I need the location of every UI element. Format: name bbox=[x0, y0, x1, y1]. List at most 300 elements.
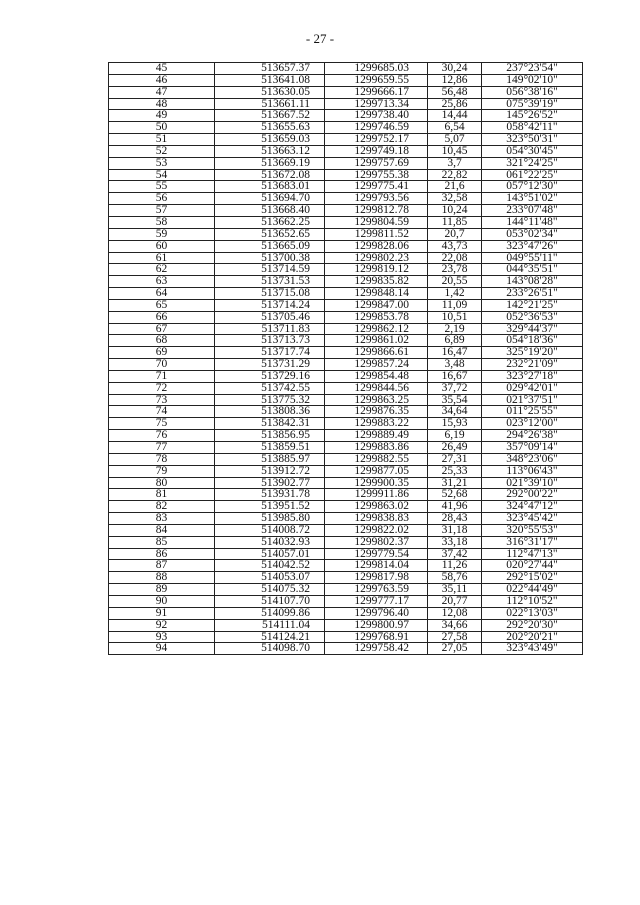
y-coordinate-cell: 1299800.97 bbox=[325, 619, 428, 631]
x-coordinate-cell: 513856.95 bbox=[215, 430, 325, 442]
point-number-cell: 85 bbox=[109, 536, 215, 548]
y-coordinate-cell: 1299853.78 bbox=[325, 311, 428, 323]
y-coordinate-cell: 1299877.05 bbox=[325, 465, 428, 477]
x-coordinate-cell: 513715.08 bbox=[215, 288, 325, 300]
y-coordinate-cell: 1299883.86 bbox=[325, 442, 428, 454]
point-number-cell: 91 bbox=[109, 607, 215, 619]
distance-cell: 31,18 bbox=[428, 524, 482, 536]
point-number-cell: 62 bbox=[109, 264, 215, 276]
x-coordinate-cell: 513808.36 bbox=[215, 406, 325, 418]
distance-cell: 1,42 bbox=[428, 288, 482, 300]
table-row bbox=[109, 370, 583, 382]
distance-cell: 37,42 bbox=[428, 548, 482, 560]
point-number-cell: 90 bbox=[109, 595, 215, 607]
distance-cell: 26,49 bbox=[428, 442, 482, 454]
point-number-cell: 48 bbox=[109, 98, 215, 110]
bearing-cell: 112°10'52" bbox=[482, 595, 583, 607]
x-coordinate-cell: 513931.78 bbox=[215, 489, 325, 501]
distance-cell: 43,73 bbox=[428, 240, 482, 252]
x-coordinate-cell: 513729.16 bbox=[215, 370, 325, 382]
distance-cell: 6,54 bbox=[428, 122, 482, 134]
bearing-cell: 232°21'09" bbox=[482, 359, 583, 371]
table-row bbox=[109, 524, 583, 536]
distance-cell: 34,64 bbox=[428, 406, 482, 418]
y-coordinate-cell: 1299882.55 bbox=[325, 453, 428, 465]
y-coordinate-cell: 1299768.91 bbox=[325, 631, 428, 643]
point-number-cell: 47 bbox=[109, 86, 215, 98]
distance-cell: 25,33 bbox=[428, 465, 482, 477]
distance-cell: 2,19 bbox=[428, 323, 482, 335]
x-coordinate-cell: 513630.05 bbox=[215, 86, 325, 98]
distance-cell: 11,85 bbox=[428, 216, 482, 228]
bearing-cell: 325°19'20" bbox=[482, 347, 583, 359]
bearing-cell: 022°13'03" bbox=[482, 607, 583, 619]
bearing-cell: 020°27'44" bbox=[482, 560, 583, 572]
x-coordinate-cell: 513705.46 bbox=[215, 311, 325, 323]
point-number-cell: 72 bbox=[109, 382, 215, 394]
x-coordinate-cell: 513672.08 bbox=[215, 169, 325, 181]
table-row bbox=[109, 453, 583, 465]
point-number-cell: 53 bbox=[109, 157, 215, 169]
y-coordinate-cell: 1299835.82 bbox=[325, 276, 428, 288]
bearing-cell: 145°26'52" bbox=[482, 110, 583, 122]
bearing-cell: 058°42'11" bbox=[482, 122, 583, 134]
table-row bbox=[109, 157, 583, 169]
y-coordinate-cell: 1299814.04 bbox=[325, 560, 428, 572]
y-coordinate-cell: 1299900.35 bbox=[325, 477, 428, 489]
x-coordinate-cell: 513667.52 bbox=[215, 110, 325, 122]
bearing-cell: 052°36'53" bbox=[482, 311, 583, 323]
y-coordinate-cell: 1299802.23 bbox=[325, 252, 428, 264]
page-number: - 27 - bbox=[305, 31, 335, 46]
bearing-cell: 149°02'10" bbox=[482, 74, 583, 86]
bearing-cell: 054°30'45" bbox=[482, 145, 583, 157]
table-row bbox=[109, 347, 583, 359]
point-number-cell: 84 bbox=[109, 524, 215, 536]
point-number-cell: 73 bbox=[109, 394, 215, 406]
x-coordinate-cell: 513902.77 bbox=[215, 477, 325, 489]
table-row bbox=[109, 181, 583, 193]
bearing-cell: 011°25'55" bbox=[482, 406, 583, 418]
coordinates-table bbox=[108, 62, 583, 655]
table-row bbox=[109, 193, 583, 205]
table-row bbox=[109, 252, 583, 264]
x-coordinate-cell: 514053.07 bbox=[215, 572, 325, 584]
table-row bbox=[109, 74, 583, 86]
table-row bbox=[109, 299, 583, 311]
point-number-cell: 61 bbox=[109, 252, 215, 264]
bearing-cell: 316°31'17" bbox=[482, 536, 583, 548]
bearing-cell: 323°50'31" bbox=[482, 134, 583, 146]
distance-cell: 41,96 bbox=[428, 501, 482, 513]
point-number-cell: 94 bbox=[109, 643, 215, 655]
bearing-cell: 113°06'43" bbox=[482, 465, 583, 477]
x-coordinate-cell: 513714.59 bbox=[215, 264, 325, 276]
x-coordinate-cell: 513775.32 bbox=[215, 394, 325, 406]
table-row bbox=[109, 548, 583, 560]
distance-cell: 52,68 bbox=[428, 489, 482, 501]
point-number-cell: 92 bbox=[109, 619, 215, 631]
point-number-cell: 81 bbox=[109, 489, 215, 501]
distance-cell: 23,78 bbox=[428, 264, 482, 276]
bearing-cell: 357°09'14" bbox=[482, 442, 583, 454]
distance-cell: 58,76 bbox=[428, 572, 482, 584]
y-coordinate-cell: 1299838.83 bbox=[325, 513, 428, 525]
table-row bbox=[109, 394, 583, 406]
x-coordinate-cell: 514008.72 bbox=[215, 524, 325, 536]
point-number-cell: 49 bbox=[109, 110, 215, 122]
bearing-cell: 294°26'38" bbox=[482, 430, 583, 442]
table-row bbox=[109, 631, 583, 643]
distance-cell: 33,18 bbox=[428, 536, 482, 548]
x-coordinate-cell: 513731.29 bbox=[215, 359, 325, 371]
distance-cell: 6,89 bbox=[428, 335, 482, 347]
y-coordinate-cell: 1299746.59 bbox=[325, 122, 428, 134]
x-coordinate-cell: 514107.70 bbox=[215, 595, 325, 607]
y-coordinate-cell: 1299811.52 bbox=[325, 228, 428, 240]
y-coordinate-cell: 1299713.34 bbox=[325, 98, 428, 110]
bearing-cell: 348°23'06" bbox=[482, 453, 583, 465]
bearing-cell: 202°20'21" bbox=[482, 631, 583, 643]
table-row bbox=[109, 607, 583, 619]
point-number-cell: 46 bbox=[109, 74, 215, 86]
distance-cell: 3,7 bbox=[428, 157, 482, 169]
distance-cell: 20,7 bbox=[428, 228, 482, 240]
y-coordinate-cell: 1299779.54 bbox=[325, 548, 428, 560]
distance-cell: 27,31 bbox=[428, 453, 482, 465]
distance-cell: 35,54 bbox=[428, 394, 482, 406]
y-coordinate-cell: 1299775.41 bbox=[325, 181, 428, 193]
point-number-cell: 58 bbox=[109, 216, 215, 228]
point-number-cell: 65 bbox=[109, 299, 215, 311]
x-coordinate-cell: 513661.11 bbox=[215, 98, 325, 110]
bearing-cell: 049°55'11" bbox=[482, 252, 583, 264]
x-coordinate-cell: 513713.73 bbox=[215, 335, 325, 347]
bearing-cell: 021°39'10" bbox=[482, 477, 583, 489]
coordinates-table-body bbox=[109, 63, 583, 655]
table-row bbox=[109, 86, 583, 98]
distance-cell: 11,26 bbox=[428, 560, 482, 572]
distance-cell: 27,58 bbox=[428, 631, 482, 643]
x-coordinate-cell: 513985.80 bbox=[215, 513, 325, 525]
point-number-cell: 60 bbox=[109, 240, 215, 252]
point-number-cell: 57 bbox=[109, 205, 215, 217]
table-row bbox=[109, 122, 583, 134]
y-coordinate-cell: 1299863.25 bbox=[325, 394, 428, 406]
table-row bbox=[109, 335, 583, 347]
bearing-cell: 022°44'49" bbox=[482, 584, 583, 596]
point-number-cell: 55 bbox=[109, 181, 215, 193]
x-coordinate-cell: 513885.97 bbox=[215, 453, 325, 465]
x-coordinate-cell: 513700.38 bbox=[215, 252, 325, 264]
y-coordinate-cell: 1299876.35 bbox=[325, 406, 428, 418]
y-coordinate-cell: 1299777.17 bbox=[325, 595, 428, 607]
y-coordinate-cell: 1299812.78 bbox=[325, 205, 428, 217]
table-row bbox=[109, 513, 583, 525]
point-number-cell: 51 bbox=[109, 134, 215, 146]
point-number-cell: 71 bbox=[109, 370, 215, 382]
point-number-cell: 87 bbox=[109, 560, 215, 572]
bearing-cell: 029°42'01" bbox=[482, 382, 583, 394]
point-number-cell: 63 bbox=[109, 276, 215, 288]
bearing-cell: 292°15'02" bbox=[482, 572, 583, 584]
distance-cell: 27,05 bbox=[428, 643, 482, 655]
bearing-cell: 143°08'28" bbox=[482, 276, 583, 288]
table-row bbox=[109, 359, 583, 371]
y-coordinate-cell: 1299861.02 bbox=[325, 335, 428, 347]
point-number-cell: 88 bbox=[109, 572, 215, 584]
y-coordinate-cell: 1299796.40 bbox=[325, 607, 428, 619]
point-number-cell: 78 bbox=[109, 453, 215, 465]
bearing-cell: 054°18'36" bbox=[482, 335, 583, 347]
y-coordinate-cell: 1299817.98 bbox=[325, 572, 428, 584]
table-row bbox=[109, 442, 583, 454]
y-coordinate-cell: 1299804.59 bbox=[325, 216, 428, 228]
distance-cell: 16,47 bbox=[428, 347, 482, 359]
table-row bbox=[109, 477, 583, 489]
x-coordinate-cell: 513859.51 bbox=[215, 442, 325, 454]
table-row bbox=[109, 595, 583, 607]
distance-cell: 14,44 bbox=[428, 110, 482, 122]
bearing-cell: 075°39'19" bbox=[482, 98, 583, 110]
bearing-cell: 021°37'51" bbox=[482, 394, 583, 406]
bearing-cell: 323°47'26" bbox=[482, 240, 583, 252]
distance-cell: 25,86 bbox=[428, 98, 482, 110]
x-coordinate-cell: 514042.52 bbox=[215, 560, 325, 572]
bearing-cell: 320°55'53" bbox=[482, 524, 583, 536]
x-coordinate-cell: 513641.08 bbox=[215, 74, 325, 86]
distance-cell: 22,82 bbox=[428, 169, 482, 181]
distance-cell: 20,55 bbox=[428, 276, 482, 288]
y-coordinate-cell: 1299757.69 bbox=[325, 157, 428, 169]
y-coordinate-cell: 1299802.37 bbox=[325, 536, 428, 548]
y-coordinate-cell: 1299844.56 bbox=[325, 382, 428, 394]
table-row bbox=[109, 643, 583, 655]
distance-cell: 21,6 bbox=[428, 181, 482, 193]
point-number-cell: 74 bbox=[109, 406, 215, 418]
bearing-cell: 057°12'30" bbox=[482, 181, 583, 193]
table-row bbox=[109, 145, 583, 157]
x-coordinate-cell: 513662.25 bbox=[215, 216, 325, 228]
y-coordinate-cell: 1299659.55 bbox=[325, 74, 428, 86]
bearing-cell: 329°44'37" bbox=[482, 323, 583, 335]
y-coordinate-cell: 1299755.38 bbox=[325, 169, 428, 181]
distance-cell: 10,45 bbox=[428, 145, 482, 157]
y-coordinate-cell: 1299793.56 bbox=[325, 193, 428, 205]
x-coordinate-cell: 514124.21 bbox=[215, 631, 325, 643]
bearing-cell: 323°45'42" bbox=[482, 513, 583, 525]
y-coordinate-cell: 1299763.59 bbox=[325, 584, 428, 596]
point-number-cell: 93 bbox=[109, 631, 215, 643]
point-number-cell: 76 bbox=[109, 430, 215, 442]
distance-cell: 31,21 bbox=[428, 477, 482, 489]
table-row bbox=[109, 584, 583, 596]
bearing-cell: 044°35'51" bbox=[482, 264, 583, 276]
table-row bbox=[109, 288, 583, 300]
y-coordinate-cell: 1299738.40 bbox=[325, 110, 428, 122]
y-coordinate-cell: 1299866.61 bbox=[325, 347, 428, 359]
table-row bbox=[109, 536, 583, 548]
x-coordinate-cell: 513683.01 bbox=[215, 181, 325, 193]
point-number-cell: 75 bbox=[109, 418, 215, 430]
x-coordinate-cell: 514032.93 bbox=[215, 536, 325, 548]
table-row bbox=[109, 382, 583, 394]
point-number-cell: 89 bbox=[109, 584, 215, 596]
x-coordinate-cell: 514099.86 bbox=[215, 607, 325, 619]
table-row bbox=[109, 501, 583, 513]
table-row bbox=[109, 240, 583, 252]
point-number-cell: 79 bbox=[109, 465, 215, 477]
y-coordinate-cell: 1299863.02 bbox=[325, 501, 428, 513]
y-coordinate-cell: 1299752.17 bbox=[325, 134, 428, 146]
y-coordinate-cell: 1299828.06 bbox=[325, 240, 428, 252]
table-row bbox=[109, 560, 583, 572]
distance-cell: 10,24 bbox=[428, 205, 482, 217]
bearing-cell: 053°02'34" bbox=[482, 228, 583, 240]
distance-cell: 56,48 bbox=[428, 86, 482, 98]
y-coordinate-cell: 1299685.03 bbox=[325, 63, 428, 75]
distance-cell: 16,67 bbox=[428, 370, 482, 382]
x-coordinate-cell: 513912.72 bbox=[215, 465, 325, 477]
table-row bbox=[109, 465, 583, 477]
distance-cell: 3,48 bbox=[428, 359, 482, 371]
distance-cell: 12,08 bbox=[428, 607, 482, 619]
point-number-cell: 69 bbox=[109, 347, 215, 359]
table-row bbox=[109, 110, 583, 122]
x-coordinate-cell: 513951.52 bbox=[215, 501, 325, 513]
table-row bbox=[109, 619, 583, 631]
y-coordinate-cell: 1299819.12 bbox=[325, 264, 428, 276]
x-coordinate-cell: 513665.09 bbox=[215, 240, 325, 252]
point-number-cell: 70 bbox=[109, 359, 215, 371]
table-row bbox=[109, 430, 583, 442]
bearing-cell: 023°12'00" bbox=[482, 418, 583, 430]
table-row bbox=[109, 276, 583, 288]
bearing-cell: 321°24'25" bbox=[482, 157, 583, 169]
x-coordinate-cell: 513668.40 bbox=[215, 205, 325, 217]
x-coordinate-cell: 514057.01 bbox=[215, 548, 325, 560]
distance-cell: 37,72 bbox=[428, 382, 482, 394]
point-number-cell: 83 bbox=[109, 513, 215, 525]
bearing-cell: 292°00'22" bbox=[482, 489, 583, 501]
point-number-cell: 54 bbox=[109, 169, 215, 181]
point-number-cell: 56 bbox=[109, 193, 215, 205]
y-coordinate-cell: 1299883.22 bbox=[325, 418, 428, 430]
bearing-cell: 056°38'16" bbox=[482, 86, 583, 98]
table-row bbox=[109, 418, 583, 430]
distance-cell: 5,07 bbox=[428, 134, 482, 146]
bearing-cell: 233°26'51" bbox=[482, 288, 583, 300]
x-coordinate-cell: 513659.03 bbox=[215, 134, 325, 146]
x-coordinate-cell: 514111.04 bbox=[215, 619, 325, 631]
bearing-cell: 061°22'25" bbox=[482, 169, 583, 181]
distance-cell: 11,09 bbox=[428, 299, 482, 311]
bearing-cell: 323°43'49" bbox=[482, 643, 583, 655]
x-coordinate-cell: 513711.83 bbox=[215, 323, 325, 335]
table-row bbox=[109, 406, 583, 418]
table-row bbox=[109, 323, 583, 335]
x-coordinate-cell: 513655.63 bbox=[215, 122, 325, 134]
distance-cell: 32,58 bbox=[428, 193, 482, 205]
bearing-cell: 143°51'02" bbox=[482, 193, 583, 205]
x-coordinate-cell: 513714.24 bbox=[215, 299, 325, 311]
point-number-cell: 59 bbox=[109, 228, 215, 240]
y-coordinate-cell: 1299758.42 bbox=[325, 643, 428, 655]
bearing-cell: 323°27'18" bbox=[482, 370, 583, 382]
bearing-cell: 233°07'48" bbox=[482, 205, 583, 217]
x-coordinate-cell: 513694.70 bbox=[215, 193, 325, 205]
table-row bbox=[109, 205, 583, 217]
distance-cell: 20,77 bbox=[428, 595, 482, 607]
table-row bbox=[109, 134, 583, 146]
y-coordinate-cell: 1299666.17 bbox=[325, 86, 428, 98]
point-number-cell: 82 bbox=[109, 501, 215, 513]
distance-cell: 10,51 bbox=[428, 311, 482, 323]
table-row bbox=[109, 572, 583, 584]
table-row bbox=[109, 489, 583, 501]
distance-cell: 34,66 bbox=[428, 619, 482, 631]
bearing-cell: 292°20'30" bbox=[482, 619, 583, 631]
x-coordinate-cell: 513663.12 bbox=[215, 145, 325, 157]
point-number-cell: 80 bbox=[109, 477, 215, 489]
table-row bbox=[109, 228, 583, 240]
distance-cell: 35,11 bbox=[428, 584, 482, 596]
y-coordinate-cell: 1299862.12 bbox=[325, 323, 428, 335]
bearing-cell: 142°21'25" bbox=[482, 299, 583, 311]
x-coordinate-cell: 514098.70 bbox=[215, 643, 325, 655]
table-row bbox=[109, 311, 583, 323]
distance-cell: 12,86 bbox=[428, 74, 482, 86]
bearing-cell: 144°11'48" bbox=[482, 216, 583, 228]
distance-cell: 30,24 bbox=[428, 63, 482, 75]
x-coordinate-cell: 513717.74 bbox=[215, 347, 325, 359]
point-number-cell: 52 bbox=[109, 145, 215, 157]
y-coordinate-cell: 1299847.00 bbox=[325, 299, 428, 311]
table-row bbox=[109, 169, 583, 181]
table-row bbox=[109, 264, 583, 276]
x-coordinate-cell: 513669.19 bbox=[215, 157, 325, 169]
bearing-cell: 324°47'12" bbox=[482, 501, 583, 513]
x-coordinate-cell: 513842.31 bbox=[215, 418, 325, 430]
y-coordinate-cell: 1299822.02 bbox=[325, 524, 428, 536]
point-number-cell: 67 bbox=[109, 323, 215, 335]
distance-cell: 28,43 bbox=[428, 513, 482, 525]
y-coordinate-cell: 1299854.48 bbox=[325, 370, 428, 382]
x-coordinate-cell: 513742.55 bbox=[215, 382, 325, 394]
y-coordinate-cell: 1299911.86 bbox=[325, 489, 428, 501]
point-number-cell: 68 bbox=[109, 335, 215, 347]
point-number-cell: 50 bbox=[109, 122, 215, 134]
distance-cell: 15,93 bbox=[428, 418, 482, 430]
x-coordinate-cell: 513731.53 bbox=[215, 276, 325, 288]
point-number-cell: 77 bbox=[109, 442, 215, 454]
distance-cell: 22,08 bbox=[428, 252, 482, 264]
point-number-cell: 64 bbox=[109, 288, 215, 300]
table-row bbox=[109, 63, 583, 75]
y-coordinate-cell: 1299857.24 bbox=[325, 359, 428, 371]
x-coordinate-cell: 514075.32 bbox=[215, 584, 325, 596]
y-coordinate-cell: 1299749.18 bbox=[325, 145, 428, 157]
table-row bbox=[109, 216, 583, 228]
y-coordinate-cell: 1299848.14 bbox=[325, 288, 428, 300]
table-row bbox=[109, 98, 583, 110]
bearing-cell: 112°47'13" bbox=[482, 548, 583, 560]
y-coordinate-cell: 1299889.49 bbox=[325, 430, 428, 442]
point-number-cell: 66 bbox=[109, 311, 215, 323]
point-number-cell: 45 bbox=[109, 63, 215, 75]
bearing-cell: 237°23'54" bbox=[482, 63, 583, 75]
x-coordinate-cell: 513652.65 bbox=[215, 228, 325, 240]
